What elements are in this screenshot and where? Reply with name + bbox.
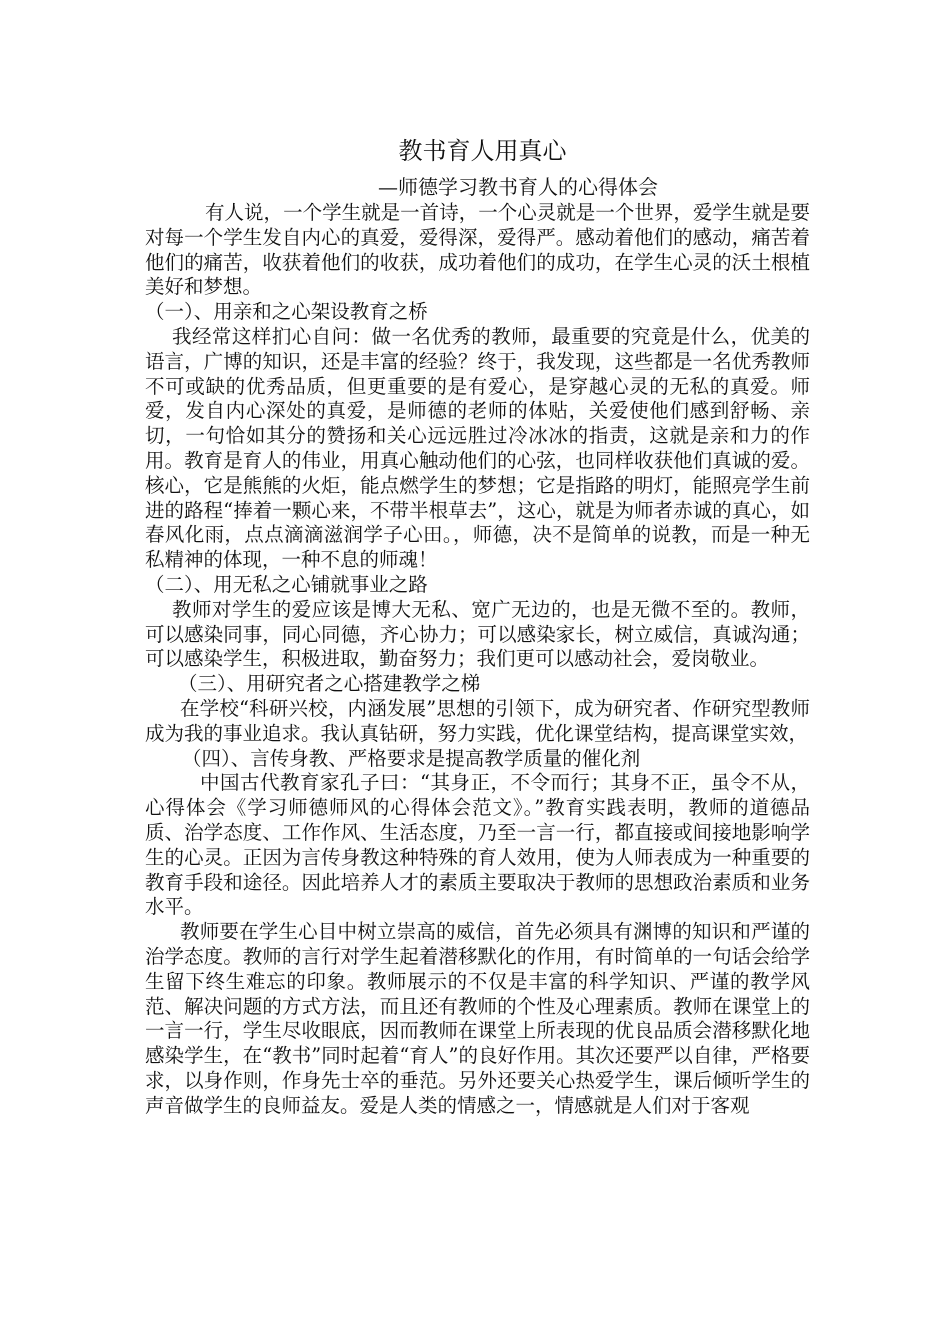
document-page	[145, 135, 810, 1118]
intro-paragraph: 有人说，一个学生就是一首诗，一个心灵就是一个世界，爱学生就是要对每一个学生发自内心的真爱，爱得深，爱得严。感动着他们的感动，痛苦着他们的痛苦，收获着他们的收获，成功着他们的成功，在学生心灵的沃土根植美好和梦想。	[145, 201, 810, 299]
document-subtitle: —师德学习教书育人的心得体会	[378, 175, 658, 199]
document-title: 教书育人用真心	[398, 137, 567, 165]
section-4-paragraph-1: 中国古代教育家孔子曰：“其身正，不令而行；其身不正，虽令不从，心得体会《学习师德师风的心得体会范文》。”教育实践表明，教师的道德品质、治学态度、工作作风、生活态度，乃至一言一行，都直接或间接地影响学生的心灵。正因为言传身教这种特殊的育人效用，使为人师表成为一种重要的教育手段和途径。因此培养人才的素质主要取决于教师的思想政治素质和业务水平。	[145, 771, 810, 919]
section-4-heading: （四）、言传身教、严格要求是提高教学质量的催化剂	[182, 746, 641, 770]
section-4-paragraph-2: 教师要在学生心目中树立崇高的威信，首先必须具有渊博的知识和严谨的治学态度。教师的言行对学生起着潜移默化的作用，有时简单的一句话会给学生留下终生难忘的印象。教师展示的不仅是丰富的科学知识、严谨的教学风范、解决问题的方式方法，而且还有教师的个性及心理素质。教师在课堂上的一言一行，学生尽收眼底，因而教师在课堂上所表现的优良品质会潜移默化地感染学生，在“教书”同时起着“育人”的良好作用。其次还要严以自律，严格要求，以身作则，作身先士卒的垂范。另外还要关心热爱学生，课后倾听学生的声音做学生的良师益友。爱是人类的情感之一，情感就是人们对于客观	[145, 920, 810, 1117]
section-1-heading: （一）、用亲和之心架设教育之桥	[145, 300, 428, 324]
section-2-heading: （二）、用无私之心铺就事业之路	[145, 572, 428, 596]
section-3-heading: （三）、用研究者之心搭建教学之梯	[178, 672, 481, 696]
section-1-paragraph: 我经常这样扪心自问：做一名优秀的教师，最重要的究竟是什么，优美的语言，广博的知识，还是丰富的经验？终于，我发现，这些都是一名优秀教师不可或缺的优秀品质，但更重要的是有爱心，是穿越心灵的无私的真爱。师爱，发自内心深处的真爱，是师德的老师的体贴，关爱使他们感到舒畅、亲切，一句恰如其分的赞扬和关心远远胜过冷冰冰的指责，这就是亲和力的作用。教育是育人的伟业，用真心触动他们的心弦，也同样收获他们真诚的爱。核心，它是熊熊的火炬，能点燃学生的梦想；它是指路的明灯，能照亮学生前进的路程“捧着一颗心来，不带半根草去”，这心，就是为师者赤诚的真心，如春风化雨，点点滴滴滋润学子心田。，师德，决不是简单的说教，而是一种无私精神的体现，一种不息的师魂！	[145, 324, 810, 572]
section-2-paragraph: 教师对学生的爱应该是博大无私、宽广无边的，也是无微不至的。教师，可以感染同事，同心同德，齐心协力；可以感染家长，树立威信，真诚沟通；可以感染学生，积极进取，勤奋努力；我们更可以感动社会，爱岗敬业。	[145, 597, 810, 671]
section-3-paragraph: 在学校“科研兴校，内涵发展”思想的引领下，成为研究者、作研究型教师成为我的事业追求。我认真钻研，努力实践，优化课堂结构，提高课堂实效，	[145, 696, 810, 745]
